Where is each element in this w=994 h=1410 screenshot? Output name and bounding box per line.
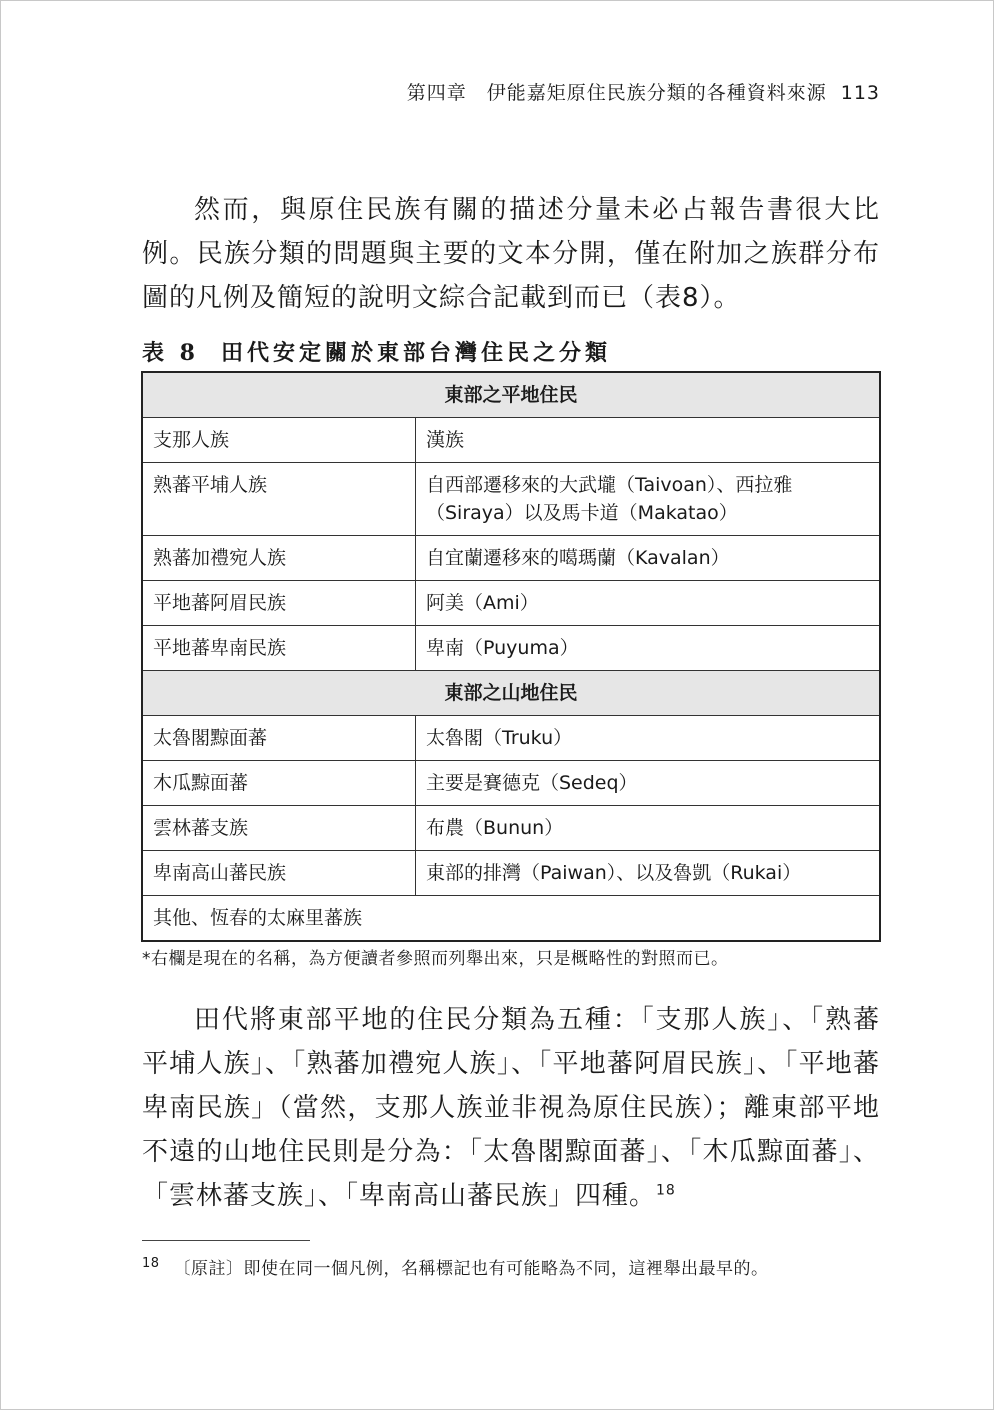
- historical-name-cell: 支那人族: [142, 418, 416, 463]
- footnote-text: 〔原註〕即使在同一個凡例，名稱標記也有可能略為不同，這裡舉出最早的。: [173, 1259, 769, 1279]
- body-paragraph-1: 然而，與原住民族有關的描述分量未必占報告書很大比例。民族分類的問題與主要的文本分開，僅在附加之族群分布圖的凡例及簡短的說明文綜合記載到而已（表8）。: [142, 195, 880, 313]
- table-row: [142, 851, 880, 896]
- table-row: [142, 463, 880, 536]
- table-note: *右欄是現在的名稱，為方便讀者參照而列舉出來，只是概略性的對照而已。: [142, 949, 729, 969]
- table-row: [142, 418, 880, 463]
- historical-name-cell: 木瓜黥面蕃: [142, 761, 416, 806]
- footnote: [142, 1254, 882, 1279]
- table-caption-number: 表 8: [142, 340, 199, 366]
- table-row: [142, 536, 880, 581]
- table-group-header-row: [142, 671, 880, 716]
- modern-name-cell: 自宜蘭遷移來的噶瑪蘭（Kavalan）: [416, 536, 881, 581]
- historical-name-cell: 卑南高山蕃民族: [142, 851, 416, 896]
- other-tribe-cell: 其他、恆春的太麻里蕃族: [142, 896, 880, 942]
- modern-name-cell: 布農（Bunun）: [416, 806, 881, 851]
- historical-name-cell: 雲林蕃支族: [142, 806, 416, 851]
- table-row: [142, 581, 880, 626]
- group-header-lowland: 東部之平地住民: [142, 372, 880, 418]
- historical-name-cell: 平地蕃卑南民族: [142, 626, 416, 671]
- page-number: 113: [840, 82, 880, 104]
- modern-name-cell: 漢族: [416, 418, 881, 463]
- table-caption: [142, 336, 611, 367]
- modern-name-cell: 太魯閣（Truku）: [416, 716, 881, 761]
- table-caption-title: 田代安定關於東部台灣住民之分類: [220, 340, 611, 366]
- modern-name-cell: 主要是賽德克（Sedeq）: [416, 761, 881, 806]
- classification-table: [141, 371, 881, 942]
- historical-name-cell: 熟蕃加禮宛人族: [142, 536, 416, 581]
- modern-name-cell: 東部的排灣（Paiwan）、以及魯凱（Rukai）: [416, 851, 881, 896]
- footnote-number: 18: [142, 1256, 160, 1272]
- historical-name-cell: 太魯閣黥面蕃: [142, 716, 416, 761]
- table-group-header-row: [142, 372, 880, 418]
- body-paragraph-2-text: 田代將東部平地的住民分類為五種：「支那人族」、「熟蕃平埔人族」、「熟蕃加禮宛人族」、「平地蕃阿眉民族」、「平地蕃卑南民族」（當然，支那人族並非視為原住民族）；離東部平地不遠的山地住民則是分為：「太魯閣黥面蕃」、「木瓜黥面蕃」、「雲林蕃支族」、「卑南高山蕃民族」四種。: [142, 1005, 880, 1211]
- table-row: [142, 626, 880, 671]
- table-row: [142, 761, 880, 806]
- historical-name-cell: 熟蕃平埔人族: [142, 463, 416, 536]
- group-header-mountain: 東部之山地住民: [142, 671, 880, 716]
- running-head: [400, 78, 880, 105]
- chapter-title: 第四章 伊能嘉矩原住民族分類的各種資料來源: [406, 82, 827, 104]
- modern-name-cell: 自西部遷移來的大武壠（Taivoan）、西拉雅（Siraya）以及馬卡道（Makatao）: [416, 463, 881, 536]
- modern-name-cell: 卑南（Puyuma）: [416, 626, 881, 671]
- footnote-reference: 18: [656, 1182, 676, 1199]
- body-paragraph-2: [142, 998, 880, 1218]
- modern-name-cell: 阿美（Ami）: [416, 581, 881, 626]
- footnote-divider: [142, 1240, 310, 1241]
- historical-name-cell: 平地蕃阿眉民族: [142, 581, 416, 626]
- table-row: [142, 896, 880, 942]
- table-row: [142, 716, 880, 761]
- table-row: [142, 806, 880, 851]
